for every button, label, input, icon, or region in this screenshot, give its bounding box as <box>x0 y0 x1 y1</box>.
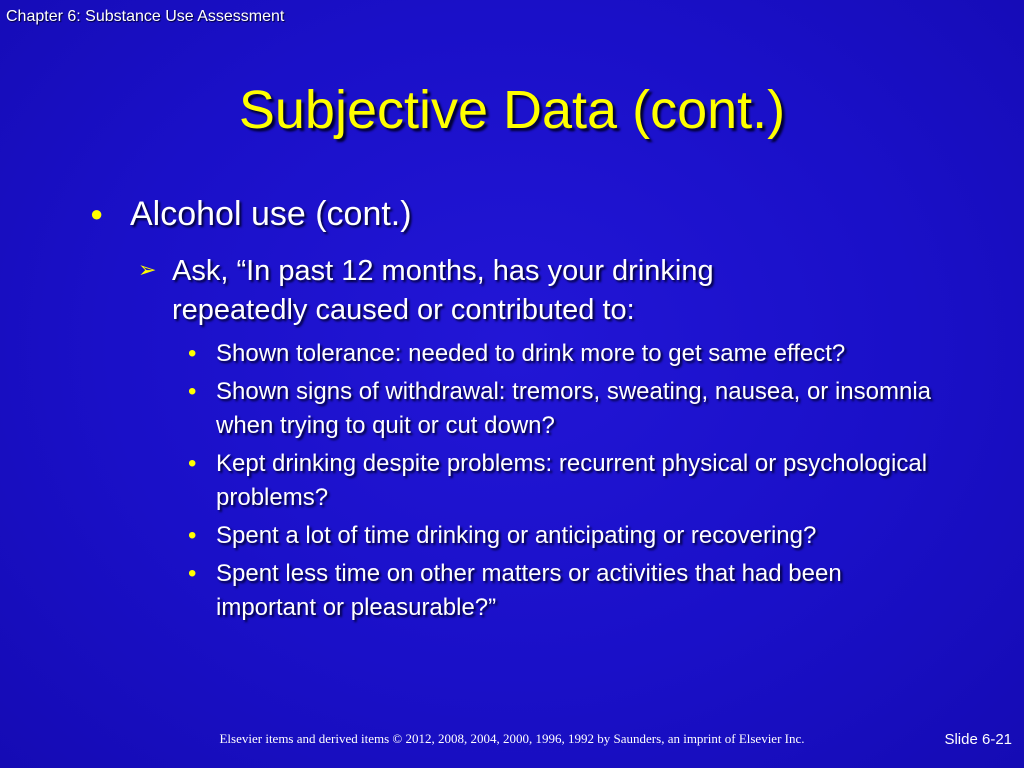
arrow-bullet-icon: ➢ <box>138 257 157 282</box>
list-item-text: Spent less time on other matters or activities that had been important or pleasurable?” <box>216 560 842 621</box>
list-item-text: Shown tolerance: needed to drink more to get same effect? <box>216 340 846 367</box>
bullet-level2 <box>138 252 852 330</box>
copyright-footer: Elsevier items and derived items © 2012, 2008, 2004, 2000, 1996, 1992 by Saunders, an imprint of Elsevier Inc. <box>219 731 805 746</box>
list-item <box>188 557 948 625</box>
slide-number: Slide 6-21 <box>944 731 1012 748</box>
bullet-level2-text: Ask, “In past 12 months, has your drinking repeatedly caused or contributed to: <box>172 255 714 326</box>
list-item <box>188 375 948 443</box>
list-item <box>188 337 948 371</box>
bullet-level1 <box>86 193 412 235</box>
round-bullet-icon: ● <box>90 201 104 226</box>
dot-bullet-icon: • <box>188 450 197 477</box>
list-item <box>188 519 948 553</box>
dot-bullet-icon: • <box>188 560 197 587</box>
bullet-level1-text: Alcohol use (cont.) <box>130 195 412 233</box>
bullet-level3-list <box>188 337 948 629</box>
slide-title: Subjective Data (cont.) <box>238 80 786 140</box>
dot-bullet-icon: • <box>188 522 197 549</box>
list-item-text: Shown signs of withdrawal: tremors, sweating, nausea, or insomnia when trying to quit or cut down? <box>216 378 932 439</box>
list-item-text: Kept drinking despite problems: recurrent physical or psychological problems? <box>216 450 928 511</box>
list-item-text: Spent a lot of time drinking or anticipating or recovering? <box>216 522 817 549</box>
dot-bullet-icon: • <box>188 340 197 367</box>
chapter-label: Chapter 6: Substance Use Assessment <box>6 8 285 25</box>
dot-bullet-icon: • <box>188 378 197 405</box>
list-item <box>188 447 948 515</box>
